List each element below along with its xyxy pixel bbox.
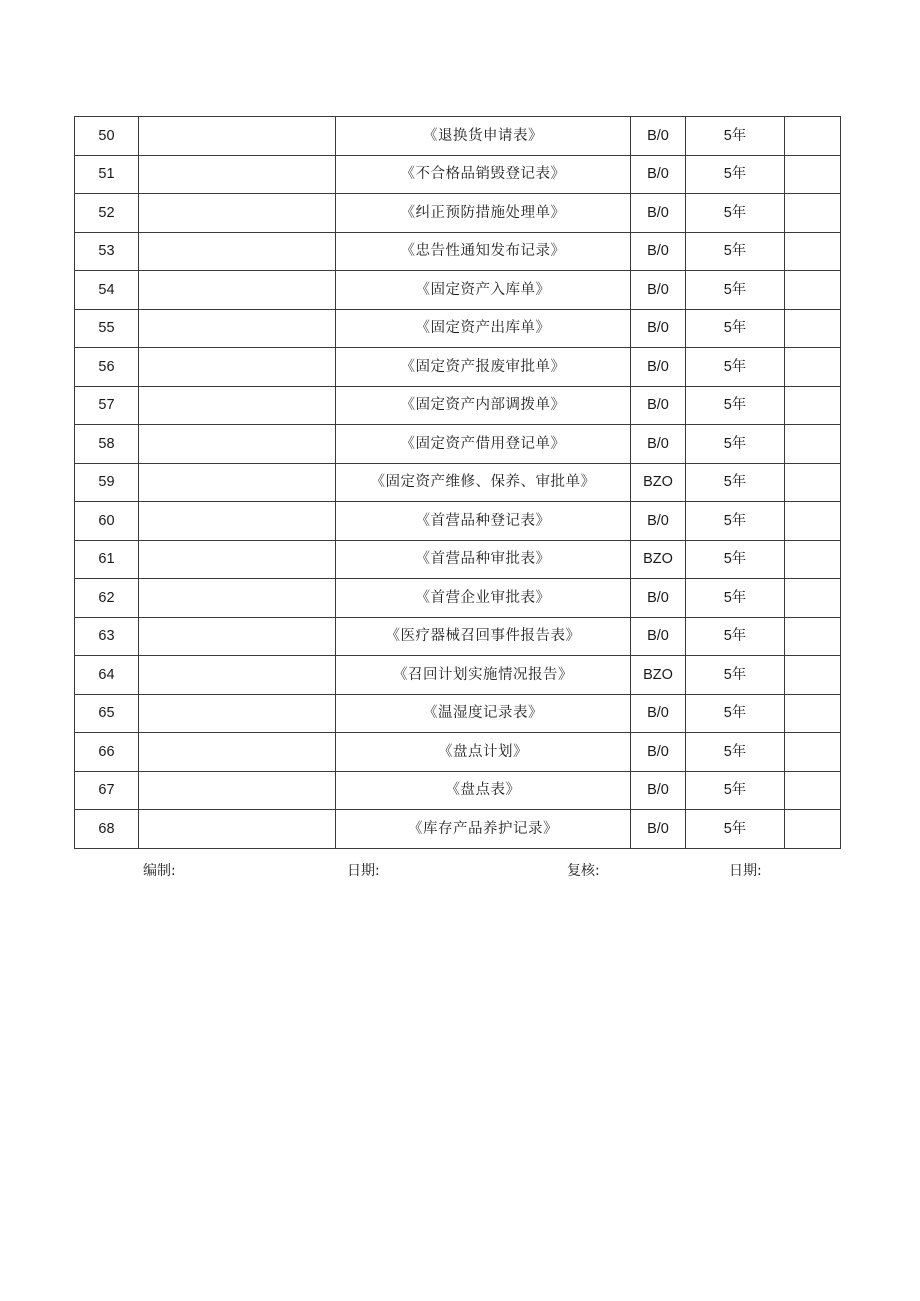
table-row [75, 617, 841, 656]
record-title: 《召回计划实施情况报告》 [336, 656, 631, 695]
record-code: B/0 [631, 733, 686, 772]
retention-period: 5年 [686, 540, 785, 579]
table-row [75, 425, 841, 464]
retention-period: 5年 [686, 656, 785, 695]
blank-cell [139, 463, 336, 502]
record-title: 《库存产品养护记录》 [336, 810, 631, 849]
record-title: 《医疗器械召回事件报告表》 [336, 617, 631, 656]
row-number: 65 [75, 694, 139, 733]
retention-period: 5年 [686, 194, 785, 233]
row-number: 57 [75, 386, 139, 425]
record-code: B/0 [631, 617, 686, 656]
footer-date-2: 日期: [729, 863, 762, 879]
footer-date-1: 日期: [347, 863, 380, 879]
blank-cell [785, 194, 841, 233]
record-code: BZO [631, 463, 686, 502]
retention-period: 5年 [686, 348, 785, 387]
table-row [75, 194, 841, 233]
row-number: 50 [75, 117, 139, 156]
blank-cell [785, 155, 841, 194]
retention-period: 5年 [686, 463, 785, 502]
table-row [75, 771, 841, 810]
record-code: B/0 [631, 579, 686, 618]
retention-period: 5年 [686, 425, 785, 464]
row-number: 64 [75, 656, 139, 695]
blank-cell [785, 502, 841, 541]
blank-cell [139, 117, 336, 156]
blank-cell [785, 579, 841, 618]
table-row [75, 117, 841, 156]
row-number: 66 [75, 733, 139, 772]
record-title: 《不合格品销毁登记表》 [336, 155, 631, 194]
row-number: 51 [75, 155, 139, 194]
record-code: B/0 [631, 194, 686, 233]
record-title: 《盘点计划》 [336, 733, 631, 772]
retention-period: 5年 [686, 617, 785, 656]
blank-cell [139, 194, 336, 233]
row-number: 62 [75, 579, 139, 618]
retention-period: 5年 [686, 117, 785, 156]
row-number: 55 [75, 309, 139, 348]
table-row [75, 694, 841, 733]
retention-period: 5年 [686, 771, 785, 810]
blank-cell [785, 656, 841, 695]
table-row [75, 386, 841, 425]
blank-cell [785, 694, 841, 733]
retention-period: 5年 [686, 810, 785, 849]
row-number: 67 [75, 771, 139, 810]
table-row [75, 309, 841, 348]
record-title: 《固定资产借用登记单》 [336, 425, 631, 464]
footer-reviewed-by: 复核: [567, 863, 600, 879]
record-code: B/0 [631, 810, 686, 849]
records-table [74, 116, 841, 849]
table-row [75, 271, 841, 310]
record-code: BZO [631, 656, 686, 695]
table-row [75, 579, 841, 618]
table-row [75, 540, 841, 579]
record-code: B/0 [631, 386, 686, 425]
blank-cell [139, 694, 336, 733]
record-title: 《温湿度记录表》 [336, 694, 631, 733]
record-code: B/0 [631, 232, 686, 271]
record-title: 《固定资产维修、保养、审批单》 [336, 463, 631, 502]
blank-cell [139, 155, 336, 194]
blank-cell [139, 309, 336, 348]
row-number: 58 [75, 425, 139, 464]
blank-cell [139, 540, 336, 579]
retention-period: 5年 [686, 155, 785, 194]
table-row [75, 232, 841, 271]
blank-cell [785, 425, 841, 464]
record-code: BZO [631, 540, 686, 579]
blank-cell [139, 656, 336, 695]
record-title: 《固定资产报废审批单》 [336, 348, 631, 387]
retention-period: 5年 [686, 733, 785, 772]
retention-period: 5年 [686, 232, 785, 271]
blank-cell [139, 579, 336, 618]
record-title: 《固定资产出库单》 [336, 309, 631, 348]
blank-cell [139, 617, 336, 656]
blank-cell [139, 771, 336, 810]
blank-cell [139, 502, 336, 541]
table-row [75, 155, 841, 194]
table-row [75, 463, 841, 502]
row-number: 68 [75, 810, 139, 849]
row-number: 54 [75, 271, 139, 310]
blank-cell [139, 348, 336, 387]
record-code: B/0 [631, 309, 686, 348]
blank-cell [785, 540, 841, 579]
retention-period: 5年 [686, 386, 785, 425]
blank-cell [139, 232, 336, 271]
record-title: 《首营品种审批表》 [336, 540, 631, 579]
record-title: 《首营品种登记表》 [336, 502, 631, 541]
blank-cell [139, 271, 336, 310]
record-code: B/0 [631, 155, 686, 194]
row-number: 59 [75, 463, 139, 502]
retention-period: 5年 [686, 579, 785, 618]
record-code: B/0 [631, 502, 686, 541]
blank-cell [785, 463, 841, 502]
blank-cell [785, 117, 841, 156]
retention-period: 5年 [686, 271, 785, 310]
blank-cell [139, 733, 336, 772]
table-row [75, 502, 841, 541]
blank-cell [785, 309, 841, 348]
row-number: 52 [75, 194, 139, 233]
record-code: B/0 [631, 348, 686, 387]
table-row [75, 656, 841, 695]
retention-period: 5年 [686, 502, 785, 541]
table-row [75, 733, 841, 772]
blank-cell [139, 810, 336, 849]
table-row [75, 810, 841, 849]
blank-cell [785, 733, 841, 772]
records-table-body [75, 117, 841, 849]
record-title: 《忠告性通知发布记录》 [336, 232, 631, 271]
row-number: 53 [75, 232, 139, 271]
retention-period: 5年 [686, 309, 785, 348]
record-code: B/0 [631, 771, 686, 810]
blank-cell [785, 348, 841, 387]
record-title: 《固定资产入库单》 [336, 271, 631, 310]
row-number: 56 [75, 348, 139, 387]
blank-cell [785, 232, 841, 271]
row-number: 60 [75, 502, 139, 541]
blank-cell [785, 810, 841, 849]
row-number: 63 [75, 617, 139, 656]
record-code: B/0 [631, 117, 686, 156]
record-title: 《固定资产内部调拨单》 [336, 386, 631, 425]
record-title: 《退换货申请表》 [336, 117, 631, 156]
record-code: B/0 [631, 271, 686, 310]
table-row [75, 348, 841, 387]
record-code: B/0 [631, 425, 686, 464]
blank-cell [785, 771, 841, 810]
record-title: 《首营企业审批表》 [336, 579, 631, 618]
blank-cell [139, 386, 336, 425]
row-number: 61 [75, 540, 139, 579]
blank-cell [785, 617, 841, 656]
blank-cell [785, 386, 841, 425]
retention-period: 5年 [686, 694, 785, 733]
blank-cell [139, 425, 336, 464]
record-title: 《盘点表》 [336, 771, 631, 810]
blank-cell [785, 271, 841, 310]
record-title: 《纠正预防措施处理单》 [336, 194, 631, 233]
record-code: B/0 [631, 694, 686, 733]
footer-prepared-by: 编制: [143, 863, 176, 879]
